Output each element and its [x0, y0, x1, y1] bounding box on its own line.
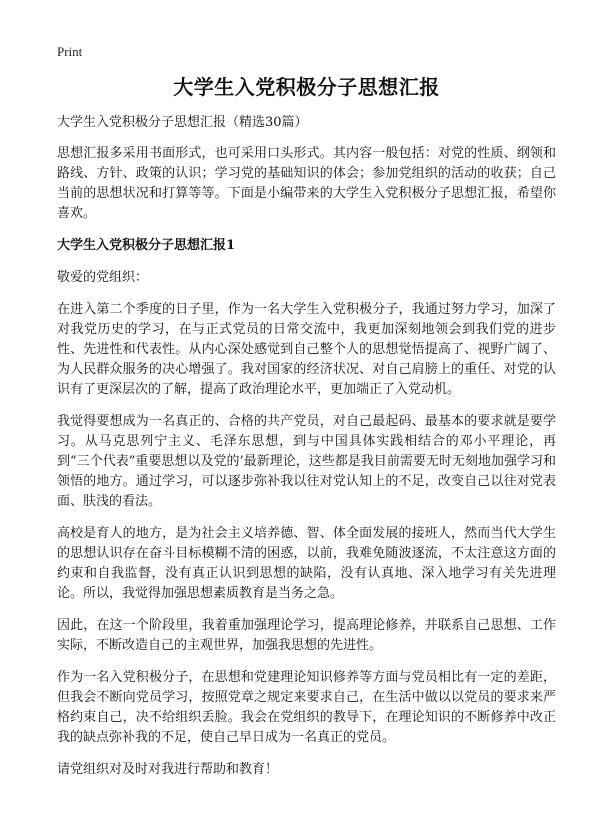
body-paragraph-3: 高校是育人的地方，是为社会主义培养德、智、体全面发展的接班人，然而当代大学生的思想认识存在奋斗目标模糊不清的困惑，以前，我难免随波逐流，不太注意这方面的约束和自我监督，没有真正认识到思想的缺陷，没有认真地、深入地学习有关先进理论。所以，我觉得加强思想素质教育是当务之急。 [57, 526, 556, 601]
body-paragraph-5: 作为一名入党积极分子，在思想和党建理论知识修养等方面与党员相比有一定的差距，但我会不断向党员学习，按照党章之规定来要求自己，在生活中做以以党员的要求来严格约束自己，决不给组织丢脸。我会在党组织的教导下，在理论知识的不断修养中改正我的缺点弥补我的不足，使自己早日成为一名真正的党员。 [57, 670, 556, 745]
closing-paragraph: 请党组织对及时对我进行帮助和教育！ [57, 762, 279, 777]
section-heading: 大学生入党积极分子思想汇报1 [57, 238, 236, 253]
print-link[interactable]: Print [57, 44, 83, 59]
intro-paragraph: 思想汇报多采用书面形式，也可采用口头形式。其内容一般包括：对党的性质、纲领和路线、方针、政策的认识；学习党的基础知识的体会；参加党组织的活动的收获；自己当前的思想状况和打算等等。下面是小编带来的大学生入党积极分子思想汇报，希望你喜欢。 [57, 146, 556, 221]
body-paragraph-2: 我觉得要想成为一名真正的、合格的共产党员，对自己最起码、最基本的要求就是要学习。从马克思列宁主义、毛泽东思想，到与中国具体实践相结合的邓小平理论，再到“三个代表”重要思想以及党的’最新理论，这些都是我目前需要无时无刻地加强学习和领悟的地方。通过学习，可以逐步弥补我以往对党认知上的不足，改变自己以往对党表面、肤浅的看法。 [57, 414, 556, 509]
page-title: 大学生入党积极分子思想汇报 [173, 75, 440, 99]
body-paragraph-1: 在进入第二个季度的日子里，作为一名大学生入党积极分子，我通过努力学习，加深了对我党历史的学习，在与正式党员的日常交流中，我更加深刻地领会到我们党的进步性、先进性和代表性。从内心深处感觉到自己整个人的思想觉悟提高了、视野广阔了、为人民群众服务的决心增强了。我对国家的经济状况、对自己肩膀上的重任、对党的认识有了更深层次的了解，提高了政治理论水平，更加端正了入党动机。 [57, 302, 556, 397]
body-paragraph-4: 因此，在这一个阶段里，我着重加强理论学习，提高理论修养，并联系自己思想、工作实际，不断改造自己的主观世界，加强我思想的先进性。 [57, 618, 556, 653]
salutation: 敬爱的党组织： [57, 270, 149, 285]
document-subtitle: 大学生入党积极分子思想汇报（精选30篇） [57, 115, 308, 130]
